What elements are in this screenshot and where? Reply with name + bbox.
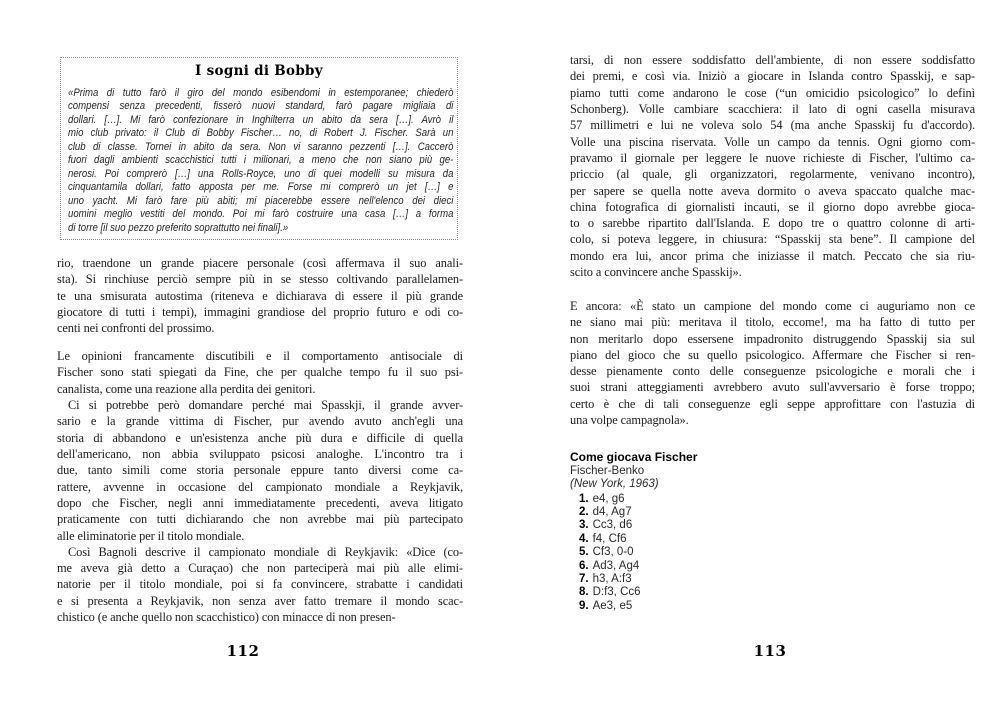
move-number: 1. — [579, 492, 589, 505]
move-row — [579, 519, 870, 532]
text-line: natorie per il titolo mondiale, poi si fa convincere, strabatte i candidati — [57, 577, 463, 592]
text-line: 57 millimetri e lui ne voleva solo 54 (ma anche Spasskij fu d'accordo). — [570, 118, 975, 133]
text-line: centi nei confronti del prossimo. — [57, 321, 215, 336]
text-line: dopo che Fischer, negli anni immediatamente precedenti, aveva litigato — [57, 495, 463, 510]
text-line: alle eliminatorie per il titolo mondiale. — [57, 528, 245, 543]
move-text: h3, A:f3 — [592, 572, 632, 585]
move-number: 4. — [579, 532, 589, 545]
move-row — [579, 600, 870, 613]
move-number: 6. — [579, 559, 589, 572]
text-line: dei premi, e così via. Iniziò a giocare in Islanda contro Spasskij, e sap- — [570, 69, 975, 84]
text-line: dell'americano, non abbia sviluppato psicosi analoghe. L'incontro tra i — [57, 446, 463, 461]
text-line: Le opinioni francamente discutibili e il comportamento antisociale di — [57, 349, 463, 364]
text-line: mondo era lui, ancor prima che iniziasse il match. Peccato che sia riu- — [570, 248, 975, 263]
text-line: desse pienamente conto delle conseguenze psicologiche e morali che i — [570, 364, 975, 379]
text-line: to o sarebbe ripartito dall'Islanda. E dopo tre o quattro colonne di arti- — [570, 216, 975, 231]
text-line: uomini meglio vestiti del mondo. Poi mi farò costruire una casa […] a forma — [68, 208, 454, 221]
move-row — [579, 533, 870, 546]
text-line: cinquantamila dollari, fatto apposta per me. Forse mi comprerò un jet […] e — [68, 181, 454, 194]
text-line: Fischer sono stati spiegati da Fine, che per qualche tempo fu il suo psi- — [57, 365, 463, 380]
text-line: compensi senza precedenti, fisserò nuovi standard, farò pagare migliaia di — [68, 100, 454, 113]
text-line: «Prima di tutto farò il giro del mondo esibendomi in estemporanee; chiederò — [68, 87, 454, 99]
text-line: te una smisurata autostima (riteneva e dichiarava di essere il più grande — [57, 288, 463, 303]
page-number-right: 113 — [753, 642, 787, 660]
text-line: storia di abbandono e un'esistenza anche più dura e difficile di quella — [57, 430, 463, 445]
paragraph — [570, 52, 975, 280]
text-line: di torre [il suo pezzo preferito soprattutto nei finali].» — [68, 221, 289, 234]
move-row — [579, 493, 870, 506]
text-line: dollari. […]. Mi farò confezionare in Inghilterra un abito da sera […]. Avrò il — [68, 113, 454, 126]
text-line: Così Bagnoli descrive il campionato mondiale di Reykjavik: «Dice (co- — [68, 544, 463, 559]
game-heading: Come giocava Fischer — [570, 450, 698, 464]
move-text: f4, Cf6 — [592, 532, 627, 545]
text-line: certo è che di tali conseguenze egli seppe approfittare con l'astuzia di — [570, 396, 975, 411]
text-line: piamo tutti come andarono le cose (“un omicidio psicologico” lo definì — [570, 85, 975, 100]
move-text: Ad3, Ag4 — [592, 559, 640, 572]
move-text: Ae3, e5 — [592, 599, 633, 612]
text-line: rattere, avvenne in occasione del campionato mondiale a Reykjavik, — [57, 479, 463, 494]
game-section — [570, 451, 870, 613]
move-number: 9. — [579, 599, 589, 612]
move-row — [579, 573, 870, 586]
move-text: Cf3, 0-0 — [592, 546, 634, 559]
move-number: 2. — [579, 505, 589, 518]
move-number: 8. — [579, 586, 589, 599]
move-text: D:f3, Cc6 — [592, 586, 641, 599]
move-row — [579, 586, 870, 599]
text-line: praticamente con tutti dichiarando che non avrebbe mai più partecipato — [57, 512, 463, 527]
text-line: sta). Si rinchiuse perciò sempre più in se stesso coltivando parallelamen- — [57, 272, 463, 287]
text-line: giocatore di tutti i tempi), immagini grandiose del proprio futuro e odi co- — [57, 304, 463, 319]
move-list — [570, 493, 870, 614]
text-line: fuori dagli ambienti scacchistici tutti i milionari, a meno che non siano più ge- — [68, 154, 454, 167]
move-number: 7. — [579, 572, 589, 585]
text-line: E ancora: «È stato un campione del mondo come ci auguriamo non ce — [570, 298, 975, 313]
text-line: rio, traendone un grande piacere personale (così affermava il suo anali- — [57, 256, 463, 270]
text-line: suoi strani atteggiamenti avrebbero avuto sull'avversario è forse troppo; — [570, 380, 975, 395]
text-line: me aveva già detto a Curaçao) che non parteciperà mai più alle elimi- — [57, 561, 463, 576]
right-body-text — [570, 52, 975, 428]
text-line: club di classe. Tornei in abito da sera. Non vi saranno pezzenti […]. Caccerò — [68, 140, 454, 153]
text-line: colo, si poteva leggere, in chiusura: “Spasskij sta bene”. Il campione del — [570, 232, 975, 247]
text-line: piano del gioco che su quello psicologico. Affermare che Fischer si ren- — [570, 347, 975, 362]
move-row — [579, 546, 870, 559]
text-line: Volle una piscina riservata. Volle un campo da tennis. Ogni giorno com- — [570, 134, 975, 149]
text-line: pravamo il giornale per leggere le nuove richieste di Fischer, l'ultimo ca- — [570, 150, 975, 165]
text-line: non meritarlo dopo essersene impadronito distruggendo Spasskij sia sul — [570, 331, 975, 346]
text-line: china fotografica di giornalisti incauti, se il giorno dopo avrebbe gioca- — [570, 199, 975, 214]
move-text: e4, g6 — [592, 492, 625, 505]
move-row — [579, 560, 870, 573]
text-line: Ci si potrebbe però domandare perché mai Spasskji, il grande avver- — [68, 398, 463, 412]
text-line: una volpe campagnola». — [570, 413, 689, 428]
move-text: Cc3, d6 — [592, 519, 633, 532]
text-line: e si presenta a Reykjavik, non senza aver fatto tremare il mondo scac- — [57, 593, 463, 608]
quote-box-title: I sogni di Bobby — [195, 63, 323, 79]
move-number: 3. — [579, 519, 589, 532]
text-line: due, tanto simili come storia personale eppure tanto diversi come ca- — [57, 463, 463, 478]
game-players: Fischer-Benko — [570, 464, 645, 477]
text-line: canalista, come una reazione alla perdita dei genitori. — [57, 381, 316, 396]
text-line: nerosi. Poi comprerò […] una Rolls-Royce, uno di quei modelli su misura da — [68, 167, 454, 180]
text-line: uno yacht. Mi farò fare più abiti; mi piacerebbe essere nell'elenco dei dieci — [68, 194, 454, 207]
text-line: chistico (e anche quello non scacchistico) con minacce di non presen- — [57, 610, 396, 625]
page-number-left: 112 — [226, 642, 260, 660]
text-line: Schonberg). Volle cambiare scacchiera: il lato di ogni casella misurava — [570, 101, 975, 116]
text-line: tarsi, di non essere soddisfatto dell'ambiente, di non essere soddisfatto — [570, 53, 975, 67]
text-line: ne siano mai più: meritava il titolo, eccome!, ma ha fatto di tutto per — [570, 315, 975, 330]
move-text: d4, Ag7 — [592, 505, 632, 518]
text-line: sario e la grande vittima di Fischer, pur avendo avuto anch'egli una — [57, 414, 463, 429]
text-line: scito a convincere anche Spasskij». — [570, 265, 742, 280]
text-line: mio club privato: il Club di Bobby Fischer… no, di Robert J. Fischer. Sarà un — [68, 127, 454, 140]
text-line: per sapere se quella notte aveva dormito o aveva spaccato qualche mac- — [570, 183, 975, 198]
game-event: (New York, 1963) — [570, 478, 659, 490]
paragraph — [570, 298, 975, 429]
move-number: 5. — [579, 546, 589, 559]
move-row — [579, 506, 870, 519]
text-line: priccio (al quale, gli organizzatori, regolarmente, venivano incontro), — [570, 167, 975, 182]
